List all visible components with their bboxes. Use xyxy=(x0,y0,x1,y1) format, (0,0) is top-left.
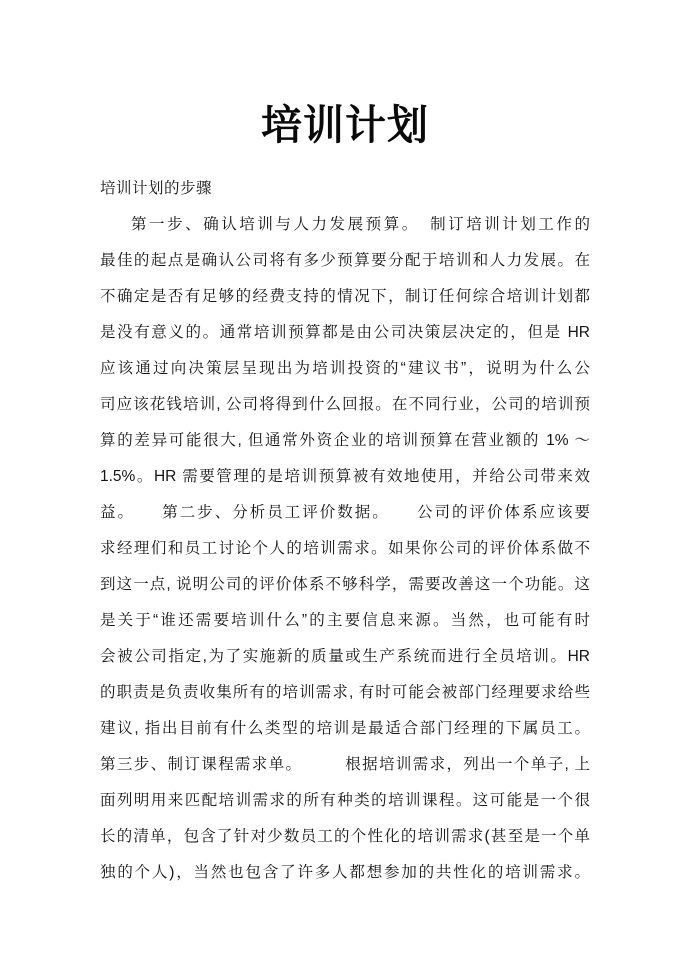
text-line: 是关于“谁还需要培训什么”的主要信息来源。当然，也可能有时 xyxy=(100,612,590,629)
text-line: 会被公司指定,为了实施新的质量或生产系统而进行全员培训。HR xyxy=(100,648,590,665)
paragraph-lines xyxy=(100,207,590,891)
text-line: 1.5%。HR 需要管理的是培训预算被有效地使用，并给公司带来效 xyxy=(100,468,590,485)
text-line: 建议, 指出目前有什么类型的培训是最适合部门经理的下属员工。 xyxy=(100,720,590,737)
document-body xyxy=(100,171,590,891)
text-line: 求经理们和员工讨论个人的培训需求。如果你公司的评价体系做不 xyxy=(100,540,590,557)
text-line: 长的清单，包含了针对少数员工的个性化的培训需求(甚至是一个单 xyxy=(100,828,590,845)
text-line: 算的差异可能很大, 但通常外资企业的培训预算在营业额的 1% ～ xyxy=(100,432,590,449)
text-line: 第一步、确认培训与人力发展预算。 制订培训计划工作的 xyxy=(131,216,590,233)
section-heading: 培训计划的步骤 xyxy=(100,180,213,197)
text-line: 是没有意义的。通常培训预算都是由公司决策层决定的，但是 HR xyxy=(100,324,590,341)
document-title: 培训计划 xyxy=(261,102,429,148)
text-line: 最佳的起点是确认公司将有多少预算要分配于培训和人力发展。在 xyxy=(100,252,590,269)
text-line: 益。 第二步、分析员工评价数据。 公司的评价体系应该要 xyxy=(100,504,590,521)
text-line: 不确定是否有足够的经费支持的情况下，制订任何综合培训计划都 xyxy=(100,288,590,305)
text-line: 独的个人)，当然也包含了许多人都想参加的共性化的培训需求。 xyxy=(100,864,590,881)
text-line: 面列明用来匹配培训需求的所有种类的培训课程。这可能是一个很 xyxy=(100,792,590,809)
text-line: 到这一点, 说明公司的评价体系不够科学，需要改善这一个功能。这 xyxy=(100,576,590,593)
text-line: 应该通过向决策层呈现出为培训投资的“建议书”，说明为什么公 xyxy=(100,360,590,377)
text-line: 司应该花钱培训, 公司将得到什么回报。在不同行业，公司的培训预 xyxy=(100,396,590,413)
text-line: 的职责是负责收集所有的培训需求, 有时可能会被部门经理要求给些 xyxy=(100,684,590,701)
text-line: 第三步、制订课程需求单。 根据培训需求，列出一个单子, 上 xyxy=(100,756,590,773)
